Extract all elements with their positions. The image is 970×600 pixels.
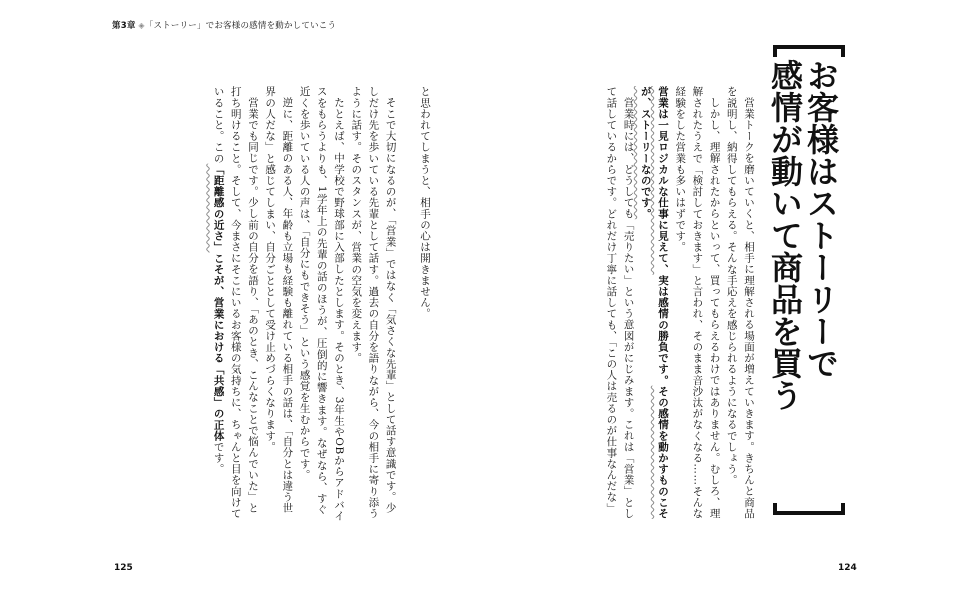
emphasis-text: 営業は一見ロジカルな仕事に見えて、: [656, 86, 669, 275]
chapter-title: 「ストーリー」でお客様の感情を動かしていこう: [144, 21, 337, 31]
paragraph-spacer: [399, 86, 416, 521]
right-page-body: [545, 86, 757, 521]
right-paragraph: しかし、理解されたからといって、買ってもらえるわけではありません。むしろ、理解されたうえで「検討しておきます」と言われ、そのまま音沙汰がなくなる……そんな経験をした営業も多いはずです。: [674, 86, 721, 519]
page-number-right: 124: [838, 563, 857, 573]
left-paragraph: と思われてしまうと、相手の心は開きません。: [419, 86, 431, 320]
section-title-line1: お客様はストーリーで: [802, 59, 840, 379]
left-paragraph: 逆に、距離のある人、年齢も立場も経験も離れている相手の話は、「自分とは違う世界の人だな」と感じてしまい、自分ごととして受け止めづらくなります。: [264, 86, 294, 514]
left-paragraph-text: です。: [212, 441, 225, 475]
left-paragraph-text: 営業でも同じです。少し前の自分を語り、「あのとき、こんなことで悩んでいた」と打ち明けること。そして、今まさにそこにいるお客様の気持ちに、ちゃんと目を向けていること。この: [212, 86, 259, 519]
emphasis-text: 「距離感の近さ」: [212, 163, 225, 253]
left-paragraph: [209, 86, 261, 521]
title-bracket-bottom: [773, 503, 845, 515]
section-title: [766, 59, 840, 501]
page-number-left: 125: [114, 563, 133, 573]
left-paragraph: たとえば、中学校で野球部に入部したとします。そのとき、3年生やOBからアドバイスをもらうよりも、1学年上の先輩の話のほうが、圧倒的に響きます。なぜなら、すぐ近くを歩いている人の声は、「自分にもできそう」という感覚を生むからです。: [298, 86, 345, 521]
left-page-body: [150, 86, 433, 521]
diamond-icon: ◈: [138, 21, 145, 30]
chapter-label: 第3章: [112, 21, 136, 31]
section-title-box: [766, 45, 845, 515]
emphasis-text: その感情を動かすものこそが、ストーリーなのです。: [639, 86, 669, 519]
section-title-line2: 感情が動いて商品を買う: [766, 59, 804, 411]
emphasis-text: こそが、営業における「共感」の正体: [212, 252, 225, 442]
right-paragraph: [637, 86, 671, 521]
right-paragraph: 営業トークを磨いていくと、相手に理解される場面が増えていきます。きちんと商品を説明し、納得してもらえる。そんな手応えを感じられるようになるでしょう。: [725, 86, 755, 519]
left-paragraph: そこで大切になるのが、「営業」ではなく「気さくな先輩」として話す意識です。少しだけ先を歩いている先輩として話す。過去の自分を語りながら、今の相手に寄り添うように話す。そのスタンスが、営業の空気を変えます。: [350, 86, 397, 519]
emphasis-text: 実は感情の勝負です。: [656, 274, 669, 386]
right-paragraph: 営業時には、どうしても「売りたい」という意図がにじみます。これは「営業」として話しているからです。どれだけ丁寧に話しても、「この人は売るのが仕事なんだな」: [605, 86, 635, 519]
title-bracket-top: [773, 45, 845, 57]
running-header: [112, 19, 336, 31]
